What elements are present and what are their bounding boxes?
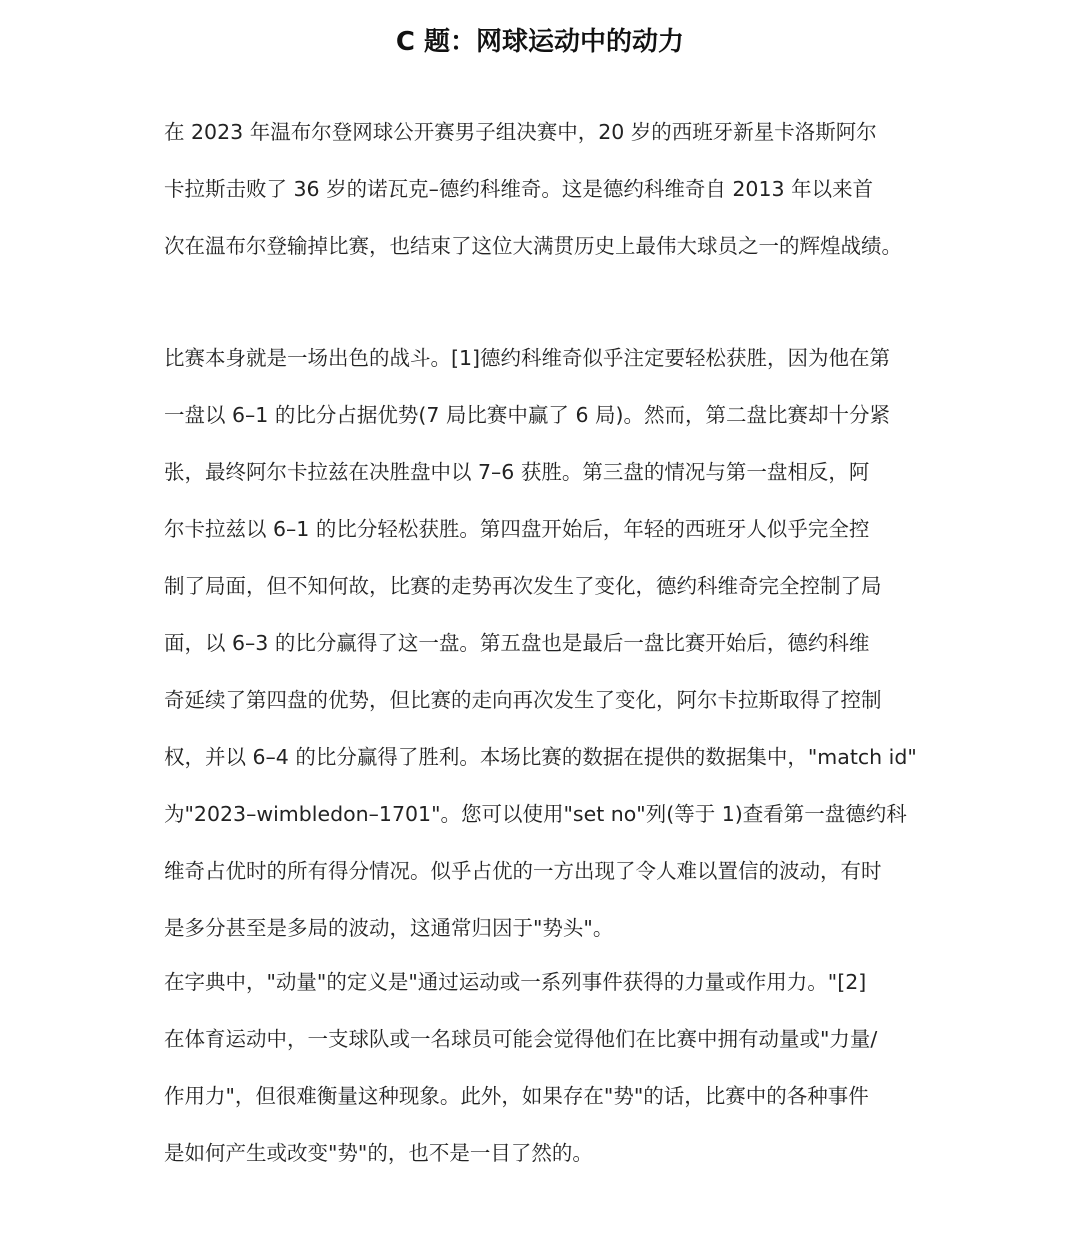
text-line: 制了局面，但不知何故，比赛的走势再次发生了变化，德约科维奇完全控制了局	[164, 574, 882, 598]
text-line: 奇延续了第四盘的优势，但比赛的走向再次发生了变化，阿尔卡拉斯取得了控制	[164, 688, 882, 712]
text-line: 张，最终阿尔卡拉兹在决胜盘中以 7–6 获胜。第三盘的情况与第一盘相反，阿	[164, 460, 870, 484]
text-line: 是多分甚至是多局的波动，这通常归因于"势头"。	[164, 916, 614, 940]
text-line: 比赛本身就是一场出色的战斗。[1]德约科维奇似乎注定要轻松获胜，因为他在第	[164, 346, 891, 370]
text-line: 是如何产生或改变"势"的，也不是一目了然的。	[164, 1141, 593, 1165]
text-line: 为"2023–wimbledon–1701"。您可以使用"set no"列(等于 1)查看第一盘德约科	[164, 802, 907, 826]
text-line: 次在温布尔登输掉比赛，也结束了这位大满贯历史上最伟大球员之一的辉煌战绩。	[164, 234, 902, 258]
text-line: 作用力"，但很难衡量这种现象。此外，如果存在"势"的话，比赛中的各种事件	[164, 1084, 869, 1108]
text-line: 卡拉斯击败了 36 岁的诺瓦克–德约科维奇。这是德约科维奇自 2013 年以来首	[164, 177, 874, 201]
paragraph-momentum-definition	[164, 964, 924, 1192]
paragraph-match-summary	[164, 340, 924, 967]
page-title: C 题：网球运动中的动力	[395, 27, 685, 57]
text-line: 在 2023 年温布尔登网球公开赛男子组决赛中，20 岁的西班牙新星卡洛斯阿尔	[164, 120, 877, 144]
paragraph-intro	[164, 114, 924, 285]
text-line: 在字典中，"动量"的定义是"通过运动或一系列事件获得的力量或作用力。"[2]	[164, 970, 867, 994]
text-line: 在体育运动中，一支球队或一名球员可能会觉得他们在比赛中拥有动量或"力量/	[164, 1027, 878, 1051]
text-line: 维奇占优时的所有得分情况。似乎占优的一方出现了令人难以置信的波动，有时	[164, 859, 882, 883]
text-line: 面，以 6–3 的比分赢得了这一盘。第五盘也是最后一盘比赛开始后，德约科维	[164, 631, 870, 655]
text-line: 尔卡拉兹以 6–1 的比分轻松获胜。第四盘开始后，年轻的西班牙人似乎完全控	[164, 517, 870, 541]
text-line: 一盘以 6–1 的比分占据优势(7 局比赛中赢了 6 局)。然而，第二盘比赛却十分紧	[164, 403, 890, 427]
text-line: 权，并以 6–4 的比分赢得了胜利。本场比赛的数据在提供的数据集中，"match id"	[164, 745, 917, 769]
